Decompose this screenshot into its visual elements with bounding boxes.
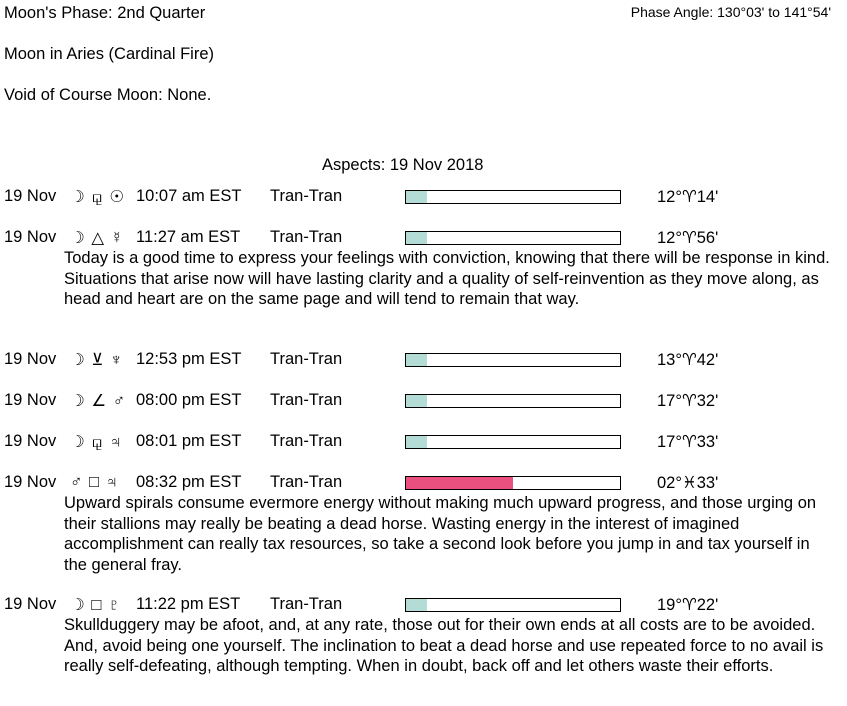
aspect-date: 19 Nov: [4, 432, 57, 450]
aspect-glyphs: ☽ △ ☿: [70, 229, 125, 247]
aspect-strength-fill: [406, 395, 427, 407]
aspect-position: 02°♓33': [657, 474, 719, 492]
aspect-position: 13°♈42': [657, 351, 719, 369]
aspect-row: [0, 187, 847, 207]
aspect-strength-bar: [405, 598, 621, 612]
aspect-glyphs: ☽ ⊻ ♆: [70, 351, 124, 369]
aspect-glyphs: ☽ □ ♇: [70, 596, 122, 614]
aspect-strength-fill: [406, 436, 427, 448]
aspect-strength-fill: [406, 191, 427, 203]
aspect-glyphs: ☽ ⚼ ♃: [70, 433, 123, 451]
aspect-strength-fill: [406, 354, 427, 366]
aspect-date: 19 Nov: [4, 228, 57, 246]
aspect-row: [0, 391, 847, 411]
aspect-date: 19 Nov: [4, 391, 57, 409]
aspect-row: [0, 228, 847, 248]
aspect-type: Tran-Tran: [270, 187, 343, 205]
aspect-time: 08:32 pm EST: [136, 473, 242, 491]
aspect-row: [0, 350, 847, 370]
aspect-description: Skullduggery may be afoot, and, at any rate, those out for their own ends at all costs are to be avoided. And, avoid being one yourself. The inclination to beat a dead horse and use repeated force to no avail is really self-defeating, although tempting. When in doubt, back off and let others waste their efforts.: [64, 616, 824, 675]
aspect-glyphs: ☽ ∠ ♂: [70, 392, 127, 410]
aspect-time: 10:07 am EST: [136, 187, 242, 205]
aspect-position: 12°♈56': [657, 229, 719, 247]
aspect-date: 19 Nov: [4, 473, 57, 491]
aspect-position: 19°♈22': [657, 596, 719, 614]
aspect-date: 19 Nov: [4, 595, 57, 613]
aspect-type: Tran-Tran: [270, 595, 343, 613]
aspect-date: 19 Nov: [4, 187, 57, 205]
void-of-course: Void of Course Moon: None.: [4, 86, 212, 104]
aspect-strength-bar: [405, 353, 621, 367]
aspect-strength-bar: [405, 476, 621, 490]
moon-sign: Moon in Aries (Cardinal Fire): [4, 45, 214, 63]
aspect-strength-bar: [405, 190, 621, 204]
aspect-time: 08:00 pm EST: [136, 391, 242, 409]
aspect-position: 12°♈14': [657, 188, 719, 206]
aspect-type: Tran-Tran: [270, 432, 343, 450]
aspect-strength-fill: [406, 232, 427, 244]
aspect-glyphs: ♂ □ ♃: [70, 473, 119, 491]
aspect-time: 08:01 pm EST: [136, 432, 242, 450]
aspect-glyphs: ☽ ⚼ ☉: [70, 188, 126, 206]
aspect-strength-bar: [405, 394, 621, 408]
aspect-strength-fill: [406, 477, 513, 489]
aspect-strength-fill: [406, 599, 427, 611]
aspect-position: 17°♈32': [657, 392, 719, 410]
aspect-type: Tran-Tran: [270, 473, 343, 491]
aspect-position: 17°♈33': [657, 433, 719, 451]
aspect-strength-bar: [405, 435, 621, 449]
aspect-strength-bar: [405, 231, 621, 245]
aspect-date: 19 Nov: [4, 350, 57, 368]
aspect-row: [0, 432, 847, 452]
aspect-type: Tran-Tran: [270, 391, 343, 409]
aspect-time: 12:53 pm EST: [136, 350, 242, 368]
aspect-time: 11:22 pm EST: [136, 595, 241, 613]
aspect-time: 11:27 am EST: [136, 228, 241, 246]
aspect-type: Tran-Tran: [270, 350, 343, 368]
phase-angle: Phase Angle: 130°03' to 141°54': [630, 4, 831, 20]
aspect-description: Upward spirals consume evermore energy without making much upward progress, and those urging on their stallions may really be beating a dead horse. Wasting energy in the interest of imagined accomplishment can really tax resources, so take a second look before you jump in and tax yourself in the general fray.: [64, 494, 817, 574]
aspect-type: Tran-Tran: [270, 228, 343, 246]
moon-phase: Moon's Phase: 2nd Quarter: [4, 4, 206, 22]
aspect-row: [0, 473, 847, 493]
aspects-title: Aspects: 19 Nov 2018: [322, 156, 484, 174]
aspect-row: [0, 595, 847, 615]
aspect-description: Today is a good time to express your feelings with conviction, knowing that there will be response in kind. Situations that arise now will have lasting clarity and a quality of self-reinvention as they move along, as head and heart are on the same page and will tend to remain that way.: [64, 249, 830, 308]
